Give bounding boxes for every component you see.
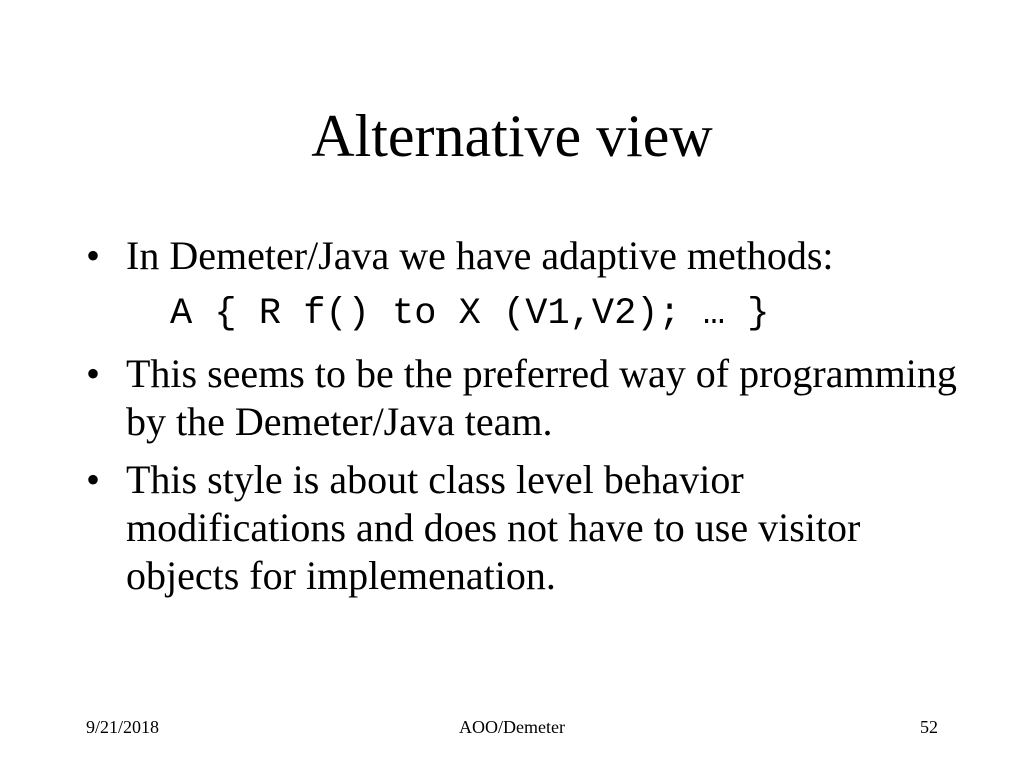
slide-title: Alternative view — [311, 103, 713, 169]
bullet-marker: • — [86, 457, 101, 502]
page-number: 52 — [920, 717, 938, 737]
bullet-marker: • — [86, 351, 101, 396]
bullet-item-3 — [86, 456, 966, 600]
bullet-item-2 — [86, 350, 966, 446]
footer-date: 9/21/2018 — [86, 717, 160, 737]
bullet-list — [86, 232, 966, 600]
bullet-text: In Demeter/Java we have adaptive methods: — [126, 233, 834, 278]
bullet-item-1 — [86, 232, 966, 280]
bullet-marker: • — [86, 233, 101, 278]
footer-title: AOO/Demeter — [459, 717, 565, 737]
code-example: A { R f() to X (V1,V2); … } — [170, 293, 770, 335]
bullet-text: This seems to be the preferred way of programming by the Demeter/Java team. — [126, 351, 957, 444]
bullet-text: This style is about class level behavior modifications and does not have to use visitor objects for implemenation. — [126, 457, 861, 598]
